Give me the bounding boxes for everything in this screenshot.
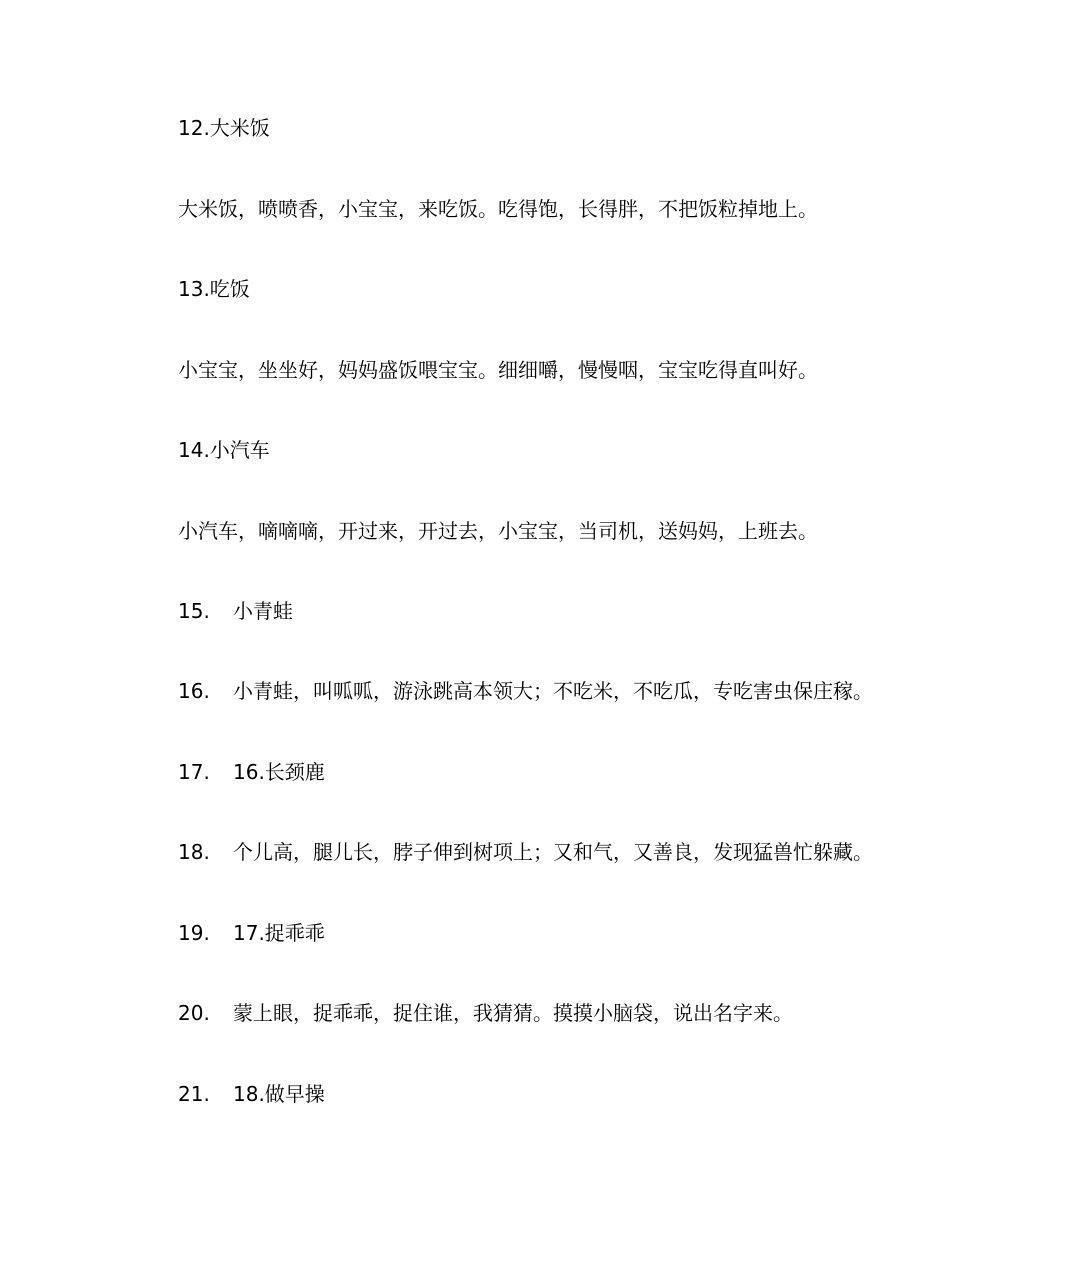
paragraph-eating	[178, 357, 818, 383]
paragraph-small-car	[178, 518, 818, 544]
list-number: 21.	[178, 1082, 210, 1106]
line-text: 18.做早操	[233, 1082, 325, 1106]
list-item-17	[178, 759, 325, 785]
list-item-15	[178, 598, 293, 624]
line-text: 13.吃饭	[178, 277, 250, 301]
line-text: 大米饭，喷喷香，小宝宝，来吃饭。吃得饱，长得胖，不把饭粒掉地上。	[178, 197, 818, 221]
line-text: 16.长颈鹿	[233, 760, 325, 784]
line-text: 小汽车，嘀嘀嘀，开过来，开过去，小宝宝，当司机，送妈妈，上班去。	[178, 519, 818, 543]
line-text: 小青蛙	[233, 599, 293, 623]
list-item-18	[178, 839, 873, 865]
list-number: 18.	[178, 840, 210, 864]
list-number: 15.	[178, 599, 210, 623]
line-text: 12.大米饭	[178, 116, 270, 140]
line-text: 个儿高，腿儿长，脖子伸到树项上；又和气，又善良，发现猛兽忙躲藏。	[233, 840, 873, 864]
heading-14-small-car	[178, 437, 270, 463]
line-text: 小宝宝，坐坐好，妈妈盛饭喂宝宝。细细嚼，慢慢咽，宝宝吃得直叫好。	[178, 358, 818, 382]
heading-12-rice	[178, 115, 270, 141]
line-text: 17.捉乖乖	[233, 921, 325, 945]
paragraph-rice	[178, 196, 818, 222]
line-text: 小青蛙，叫呱呱，游泳跳高本领大；不吃米，不吃瓜，专吃害虫保庄稼。	[233, 679, 873, 703]
heading-13-eating	[178, 276, 250, 302]
list-item-21	[178, 1081, 325, 1107]
list-number: 16.	[178, 679, 210, 703]
line-text: 14.小汽车	[178, 438, 270, 462]
list-item-20	[178, 1000, 793, 1026]
list-number: 20.	[178, 1001, 210, 1025]
list-item-19	[178, 920, 325, 946]
list-number: 17.	[178, 760, 210, 784]
list-item-16	[178, 678, 873, 704]
line-text: 蒙上眼，捉乖乖，捉住谁，我猜猜。摸摸小脑袋，说出名字来。	[233, 1001, 793, 1025]
list-number: 19.	[178, 921, 210, 945]
